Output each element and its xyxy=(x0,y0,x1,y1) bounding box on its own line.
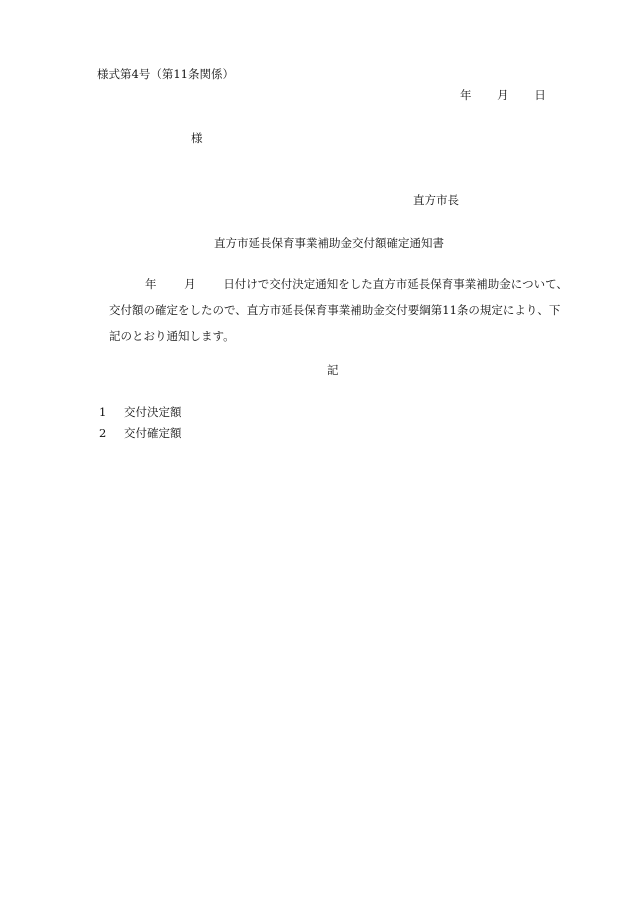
body-line-2: 交付額の確定をしたので、直方市延長保育事業補助金交付要綱第11条の規定により、下 xyxy=(109,303,561,317)
addressee-honorific: 様 xyxy=(191,131,203,145)
body-year-label: 年 xyxy=(145,277,157,291)
body-line-1-rest: 日付けで交付決定通知をした直方市延長保育事業補助金について、 xyxy=(223,277,568,291)
body-month-label: 月 xyxy=(184,277,196,291)
item-1-label: 交付決定額 xyxy=(123,405,182,419)
body-line-1 xyxy=(97,271,577,297)
item-1-number: 1 xyxy=(99,405,107,419)
item-2 xyxy=(99,425,181,441)
issuer: 直方市長 xyxy=(413,193,459,207)
notice-body xyxy=(97,271,577,349)
document-title: 直方市延長保育事業補助金交付額確定通知書 xyxy=(214,236,444,250)
item-1 xyxy=(99,404,181,420)
date-day: 日 xyxy=(534,88,546,102)
date-month: 月 xyxy=(497,88,509,102)
ki-heading: 記 xyxy=(327,363,339,377)
body-line-3: 記のとおり通知します。 xyxy=(109,329,235,343)
item-2-label: 交付確定額 xyxy=(123,426,182,440)
item-2-number: 2 xyxy=(99,426,107,440)
date-year: 年 xyxy=(460,88,472,102)
form-number: 様式第4号（第11条関係） xyxy=(97,67,234,81)
date-fields xyxy=(460,87,546,103)
